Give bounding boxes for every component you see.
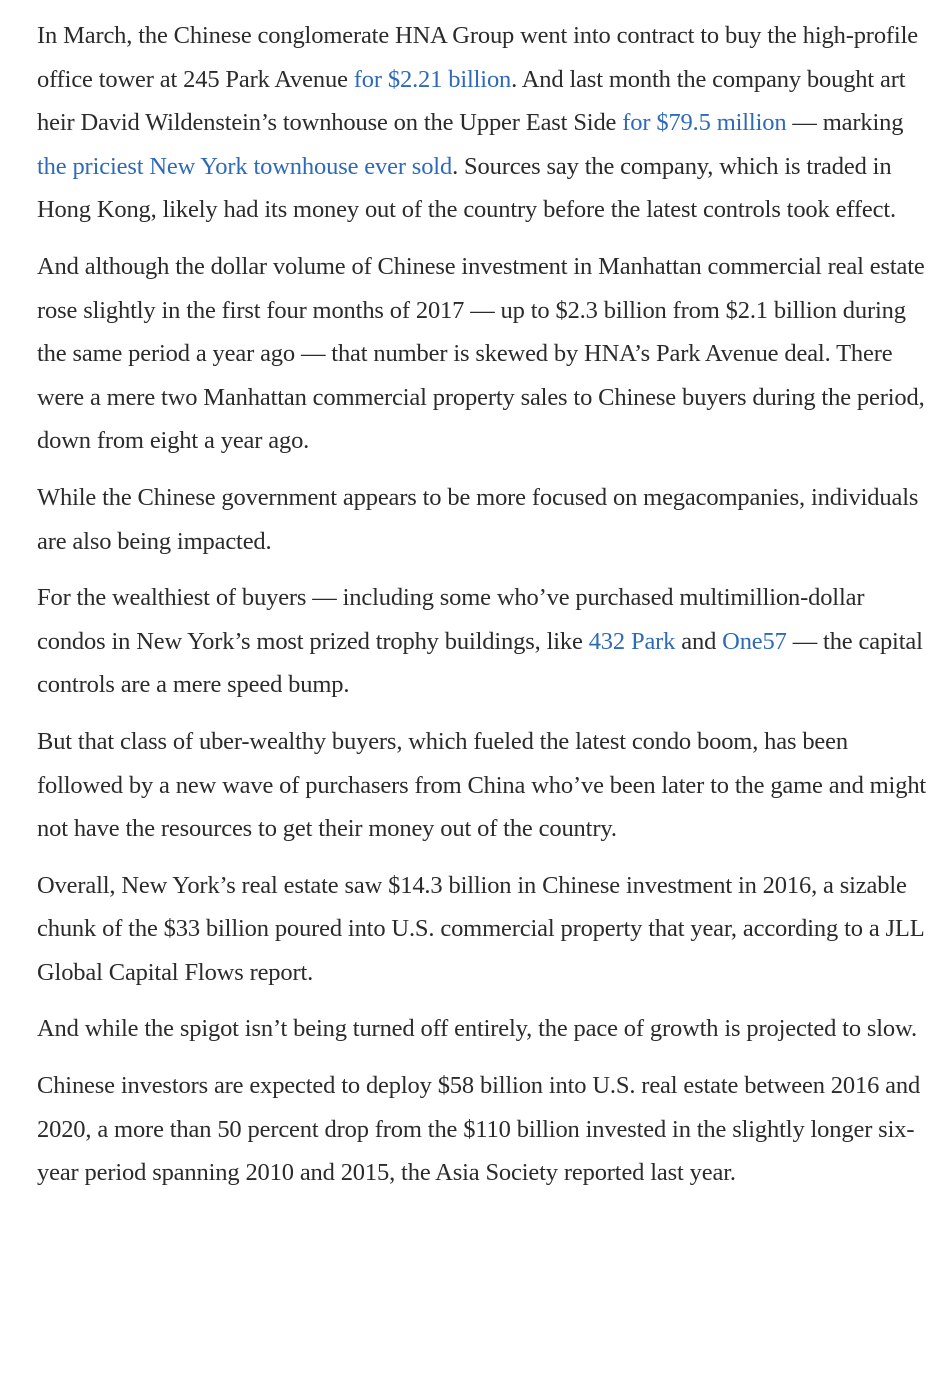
text-segment: Chinese investors are expected to deploy $58 billion into U.S. real estate between 2016 and 2020, a more than 50 percent drop from the $110 billion invested in the slightly longer six-year period spanning 2010 and 2015, the Asia Society reported last year.	[37, 1072, 921, 1187]
text-segment: And while the spigot isn’t being turned off entirely, the pace of growth is projected to slow.	[37, 1015, 917, 1043]
text-segment: — marking	[786, 109, 904, 137]
paragraph-7	[37, 1007, 933, 1051]
text-segment: . And last month the company bought art heir David Wildenstein’s townhouse on the Upper East Side	[37, 65, 906, 137]
text-segment: But that class of uber-wealthy buyers, which fueled the latest condo boom, has been followed by a new wave of purchasers from China who’ve been later to the game and might not have the resources to get their money out of the country.	[37, 727, 927, 843]
text-segment: — the capital controls are a mere speed bump.	[37, 627, 923, 699]
paragraph-5	[37, 720, 933, 851]
link-townhouse-price[interactable]: for $79.5 million	[622, 109, 787, 137]
text-segment: In March, the Chinese conglomerate HNA Group went into contract to buy the high-profile office tower at 245 Park Avenue	[37, 22, 918, 93]
text-segment: For the wealthiest of buyers — including some who’ve purchased multimillion-dollar condos in New York’s most prized trophy buildings, like	[37, 584, 865, 655]
text-segment: . Sources say the company, which is traded in Hong Kong, likely had its money out of the country before the latest controls took effect.	[37, 152, 896, 224]
paragraph-1	[37, 14, 933, 232]
paragraph-2	[37, 245, 933, 463]
paragraph-6	[37, 864, 933, 995]
text-segment: While the Chinese government appears to be more focused on megacompanies, individuals are also being impacted.	[37, 483, 919, 555]
link-hna-245-park-price[interactable]: for $2.21 billion	[353, 65, 512, 93]
text-segment: And although the dollar volume of Chinese investment in Manhattan commercial real estate rose slightly in the first four months of 2017 — up to $2.3 billion from $2.1 billion during the same period a year ago — that number is skewed by HNA’s Park Avenue deal. There were a mere two Manhattan commercial property sales to Chinese buyers during the period, down from eight a year ago.	[37, 252, 925, 455]
text-segment: Overall, New York’s real estate saw $14.3 billion in Chinese investment in 2016, a sizable chunk of the $33 billion poured into U.S. commercial property that year, according to a JLL Global Capital Flows report.	[37, 871, 924, 986]
link-one57[interactable]: One57	[722, 627, 787, 655]
text-segment: and	[675, 627, 723, 655]
paragraph-8	[37, 1064, 933, 1195]
link-priciest-townhouse[interactable]: the priciest New York townhouse ever sold	[37, 152, 453, 180]
link-432-park[interactable]: 432 Park	[588, 627, 676, 655]
paragraph-4	[37, 576, 933, 707]
paragraph-3	[37, 476, 933, 563]
